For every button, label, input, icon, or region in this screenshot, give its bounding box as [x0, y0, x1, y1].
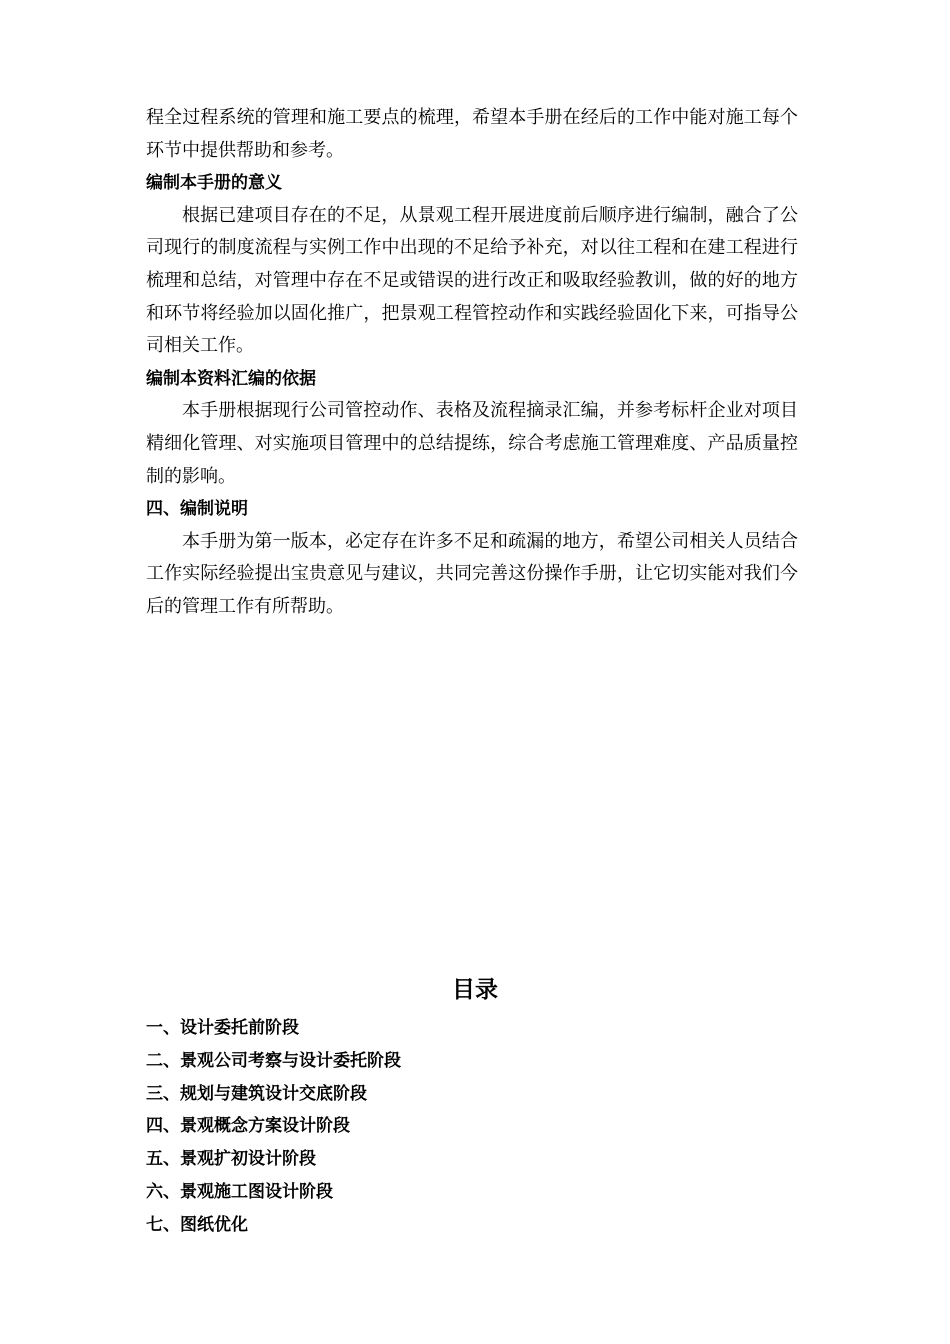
toc-item-5[interactable]: 五、景观扩初设计阶段 — [146, 1149, 316, 1170]
significance-paragraph: 根据已建项目存在的不足，从景观工程开展进度前后顺序进行编制，融合了公司现行的制度流程与实例工作中出现的不足给予补充，对以往工程和在建工程进行梳理和总结，对管理中存在不足或错误的进行改正和吸取经验教训，做的好的地方和环节将经验加以固化推广，把景观工程管控动作和实践经验固化下来，可指导公司相关工作。 — [146, 204, 798, 357]
basis-paragraph: 本手册根据现行公司管控动作、表格及流程摘录汇编，并参考标杆企业对项目精细化管理、对实施项目管理中的总结提练，综合考虑施工管理难度、产品质量控制的影响。 — [146, 400, 798, 487]
toc-item-3[interactable]: 三、规划与建筑设计交底阶段 — [146, 1083, 367, 1104]
toc-title: 目录 — [452, 977, 498, 1003]
notes-heading: 四、编制说明 — [146, 499, 248, 520]
toc-item-1[interactable]: 一、设计委托前阶段 — [146, 1018, 299, 1038]
toc-item-2[interactable]: 二、景观公司考察与设计委托阶段 — [146, 1050, 401, 1071]
toc-list — [146, 1012, 798, 1242]
body-content — [146, 102, 798, 624]
basis-heading: 编制本资料汇编的依据 — [146, 368, 316, 389]
notes-paragraph: 本手册为第一版本，必定存在许多不足和疏漏的地方，希望公司相关人员结合工作实际经验提出宝贵意见与建议，共同完善这份操作手册，让它切实能对我们今后的管理工作有所帮助。 — [146, 530, 798, 617]
toc-item-4[interactable]: 四、景观概念方案设计阶段 — [146, 1116, 350, 1137]
toc-item-7[interactable]: 七、图纸优化 — [146, 1214, 248, 1235]
toc-item-6[interactable]: 六、景观施工图设计阶段 — [146, 1181, 333, 1202]
significance-heading: 编制本手册的意义 — [146, 173, 282, 194]
intro-continued-paragraph: 程全过程系统的管理和施工要点的梳理，希望本手册在经后的工作中能对施工每个环节中提供帮助和参考。 — [146, 107, 798, 161]
